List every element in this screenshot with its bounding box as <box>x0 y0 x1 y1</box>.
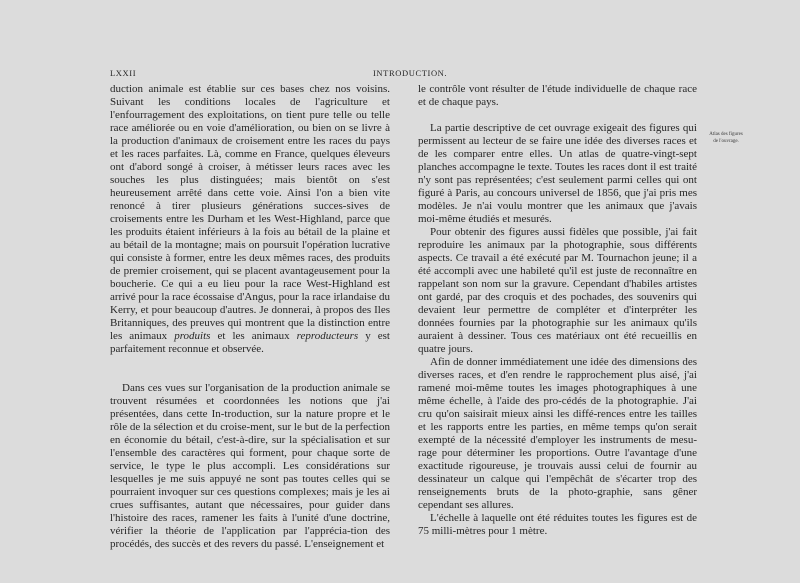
margin-note-line-1: Atlas des figures <box>709 132 743 137</box>
right-paragraph-3: Pour obtenir des figures aussi fidèles que possible, j'ai fait reproduire les animaux par la photographie, sous différents aspects. Ce travail a été exécuté par M. Tournachon jeune; il a été accompli avec une habileté qu'il est juste de reconnaître en rappelant son nom sur la gravure. Cependant d'habiles artistes ont gardé, par des croquis et des pochades, des souvenirs qui devaient leur permettre de compléter et d'interpréter les données fournies par la photographie sur les animaux qu'ils auraient à dessiner. Tous ces matériaux ont été recueillis en quatre jours. <box>418 226 697 355</box>
chapter-title: INTRODUCTION. <box>373 68 448 78</box>
left-column <box>110 83 390 551</box>
right-paragraph-1: le contrôle vont résulter de l'étude individuelle de chaque race et de chaque pays. <box>418 83 697 108</box>
right-column <box>418 83 697 538</box>
running-head <box>0 68 800 82</box>
left-paragraph-1 <box>110 83 390 356</box>
page-number: LXXII <box>110 68 137 78</box>
left-paragraph-1-text: duction animale est établie sur ces bases chez nos voisins. Suivant les conditions locales de l'agriculture et l'enfourragement des exploitations, on tient pure telle ou telle race améliorée ou en voie d'amélioration, ou bien on se livre à la production d'animaux de croisement entre les races du pays et les races parfaites. Là, comme en France, quelques éleveurs ont d'abord songé à croiser, à métisser leurs races avec les souches les plus distinguées; mais bientôt on s'est heureusement arrêté dans cette voie. Ainsi l'on a bien vite renoncé à tirer plusieurs générations succes-sives de croisements entre les Durham et les West-Highland, parce que les produits étaient inférieurs à la fois au bétail de la plaine et au bétail de la montagne; mais on poursuit l'opération lucrative qui consiste à former, entre les deux mêmes races, des produits de premier croisement, qui se placent avantageusement pour la boucherie. Ce qui a eu lieu pour la race West-Highland est arrivé pour la race écossaise d'Angus, pour la race irlandaise du Kerry, et pour beaucoup d'autres. Je donnerai, à propos des Iles Britanniques, des preuves qui montrent que la distinction entre les animaux <box>110 83 390 342</box>
left-paragraph-1-end: y est parfaitement reconnue et observée. <box>110 330 390 355</box>
left-paragraph-1-mid: et les animaux <box>210 330 297 342</box>
margin-note-line-2: de l'ouvrage. <box>713 139 739 144</box>
italic-reproducteurs: reproducteurs <box>296 330 359 342</box>
margin-note <box>704 131 748 145</box>
right-paragraph-4: Afin de donner immédiatement une idée des dimensions des diverses races, et d'en rendre le rapprochement plus aisé, j'ai ramené moi-même toutes les images photographiques à une même échelle, à l'aide des pro-cédés de la photographie. J'ai cru qu'on saisirait mieux ainsi les diffé-rences entre les tailles et les rapports entre les parties, en même temps qu'on serait exempté de la nécessité d'employer les instruments de mesu-rage pour déterminer les proportions. Outre l'avantage d'une exactitude rigoureuse, je trouvais aussi celui de fournir au dessinateur un calque qui l'empêchât de s'écarter trop des renseignements bruts de la photo-graphie, sans gêner cependant ses allures. <box>418 356 697 511</box>
left-paragraph-2: Dans ces vues sur l'organisation de la production animale se trouvent résumées et coordonnées les notions que j'ai présentées, dans cette In-troduction, sur la nature propre et le rôle de la sélection et du croise-ment, sur le but de la perfection en économie du bétail, c'est-à-dire, sur la spécialisation et sur l'ensemble des caractères qui forment, pour chaque sorte de service, le type le plus accompli. Les considérations sur lesquelles je me suis appuyé ne sont pas toutes celles qui se pourraient invoquer sur ces questions complexes; mais je les ai crues suffisantes, autant que nécessaires, pour guider dans l'histoire des races, ramener les faits à l'unité d'une doctrine, vérifier la théorie de l'application par l'apprécia-tion des procédés, des succès et des revers du passé. L'enseignement et <box>110 382 390 550</box>
italic-produits: produits <box>174 330 211 342</box>
right-paragraph-5: L'échelle à laquelle ont été réduites toutes les figures est de 75 milli-mètres pour 1 mètre. <box>418 512 697 537</box>
right-paragraph-2: La partie descriptive de cet ouvrage exigeait des figures qui permissent au lecteur de se faire une idée des diverses races et de les comparer entre elles. Un atlas de quatre-vingt-sept planches accompagne le texte. Toutes les races dont il est traité n'y sont pas représentées; c'est seulement parmi celles qui ont figuré à Paris, au concours universel de 1856, que j'ai pris mes modèles. Je n'ai voulu montrer que les animaux que j'avais moi-même étudiés et mesurés. <box>418 122 697 225</box>
